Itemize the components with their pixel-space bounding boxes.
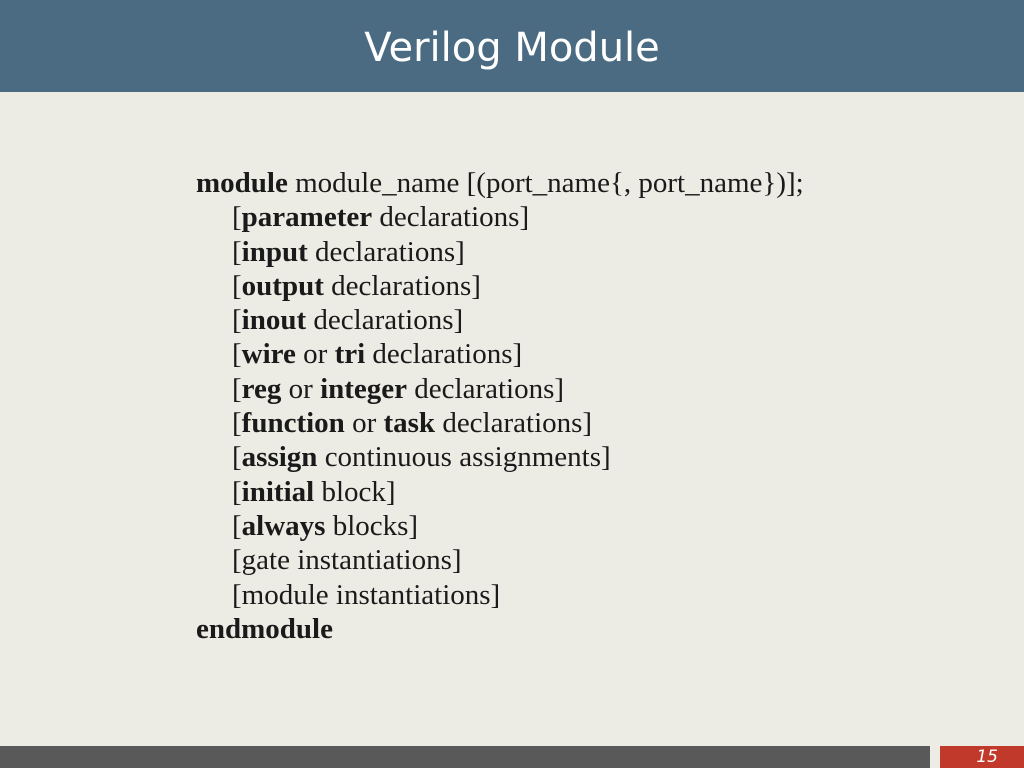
code-line bbox=[196, 475, 804, 509]
code-line bbox=[196, 166, 804, 200]
code-text: [gate instantiations] bbox=[232, 544, 462, 577]
code-line bbox=[196, 235, 804, 269]
code-text: [ bbox=[232, 441, 242, 474]
code-text: or bbox=[281, 372, 321, 405]
code-keyword: assign bbox=[241, 441, 318, 474]
code-text: declarations] bbox=[365, 338, 523, 371]
code-line bbox=[196, 578, 804, 612]
code-line bbox=[196, 406, 804, 440]
code-text: block] bbox=[314, 475, 396, 508]
code-text: [ bbox=[232, 269, 242, 302]
code-text: [ bbox=[232, 475, 242, 508]
code-text: [ bbox=[232, 235, 242, 268]
code-keyword: parameter bbox=[241, 201, 373, 234]
footer-bar bbox=[0, 746, 930, 768]
code-text: [ bbox=[232, 509, 242, 542]
code-text: declarations] bbox=[307, 235, 465, 268]
page-number-box bbox=[940, 746, 1024, 768]
code-text: [ bbox=[232, 407, 242, 440]
code-keyword: endmodule bbox=[196, 612, 333, 645]
slide-title: Verilog Module bbox=[364, 25, 660, 71]
code-keyword: inout bbox=[241, 304, 307, 337]
code-line bbox=[196, 200, 804, 234]
code-keyword: output bbox=[241, 269, 324, 302]
code-text: [module instantiations] bbox=[232, 578, 501, 611]
code-text: module_name [(port_name{, port_name})]; bbox=[287, 167, 804, 199]
code-keyword: input bbox=[241, 235, 308, 268]
title-bar bbox=[0, 0, 1024, 92]
code-line bbox=[196, 372, 804, 406]
code-keyword: tri bbox=[334, 338, 366, 371]
code-text: continuous assignments] bbox=[317, 441, 611, 474]
code-text: [ bbox=[232, 338, 242, 371]
code-keyword: reg bbox=[241, 372, 282, 405]
code-block bbox=[196, 166, 804, 646]
page-number: 15 bbox=[976, 747, 998, 767]
code-line bbox=[196, 337, 804, 371]
code-text: or bbox=[295, 338, 335, 371]
code-text: declarations] bbox=[306, 304, 464, 337]
code-text: [ bbox=[232, 304, 242, 337]
code-line bbox=[196, 440, 804, 474]
code-line bbox=[196, 612, 804, 646]
code-keyword: wire bbox=[241, 338, 296, 371]
code-line bbox=[196, 269, 804, 303]
code-keyword: always bbox=[241, 509, 326, 542]
code-keyword: initial bbox=[241, 475, 315, 508]
code-text: declarations] bbox=[323, 269, 481, 302]
code-line bbox=[196, 543, 804, 577]
code-keyword: integer bbox=[320, 372, 408, 405]
code-text: declarations] bbox=[372, 201, 530, 234]
code-text: blocks] bbox=[325, 509, 419, 542]
code-text: [ bbox=[232, 201, 242, 234]
code-line bbox=[196, 509, 804, 543]
code-text: declarations] bbox=[435, 407, 593, 440]
code-keyword: module bbox=[196, 167, 288, 199]
code-keyword: task bbox=[383, 407, 436, 440]
code-text: [ bbox=[232, 372, 242, 405]
code-keyword: function bbox=[241, 407, 345, 440]
code-text: declarations] bbox=[407, 372, 565, 405]
code-line bbox=[196, 303, 804, 337]
code-text: or bbox=[344, 407, 384, 440]
